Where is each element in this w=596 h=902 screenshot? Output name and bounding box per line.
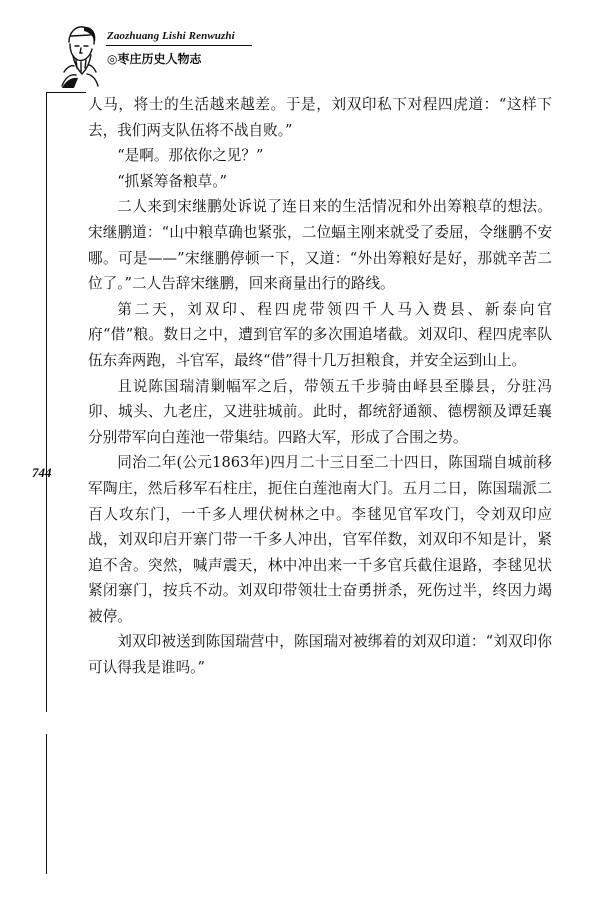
paragraph: 第二天，刘双印、程四虎带领四千人马入费县、新泰向官府“借”粮。数日之中，遭到官军的多次围追堵截。刘双印、程四虎率队伍东奔两跑，斗官军，最终“借”得十几万担粮食，并安全运到山上。 [88,300,552,369]
paragraph: 同治二年(公元1863年)四月二十三日至二十四日，陈国瑞自城前移军陶庄，然后移军石柱庄，扼住白莲池南大门。五月二日，陈国瑞派二百人攻东门，一千多人埋伏树林之中。李毬见官军攻门，令刘双印应战，刘双印启开寨门带一千多人冲出，官军佯数，刘双印不知是计，紧追不舍。突然，喊声震天，林中冲出来一千多官兵截住退路，李毬见状紧闭寨门，按兵不动。刘双印带领壮士奋勇拼杀，死伤过半，终因力竭被停。 [88,454,552,625]
margin-rule-upper [46,92,47,712]
paragraph: 二人来到宋继鹏处诉说了连日来的生活情况和外出筹粮草的想法。宋继鹏道：“山中粮草确也紧张，二位蝠主刚来就受了委屈，令继鹏不安哪。可是——”宋继鹏停顿一下，又道：“外出筹粮好是好，那就辛苦二位了。”二人告辞宋继鹏，回来商量出行的路线。 [88,198,552,293]
page-number: 744 [32,465,52,480]
paragraph: 人马，将士的生活越来越差。于是，刘双印私下对程四虎道：“这样下去，我们两支队伍将不战自败。” [88,96,552,139]
paragraph: 刘双印被送到陈国瑞营中，陈国瑞对被绑着的刘双印道：“刘双印你可认得我是谁吗。” [88,633,552,677]
body-text [88,92,552,681]
paragraph: 且说陈国瑞清剿幅军之后，带领五千步骑由峄县至滕县，分驻冯卯、城头、九老庄，又进驻城前。此时，都统舒通额、德楞额及谭廷襄分别带军向白莲池一带集结。四路大军，形成了合围之势。 [88,377,552,446]
margin-rule-lower [46,734,47,874]
margin-tick-line [46,92,86,93]
header-divider [106,45,252,46]
portrait-illustration [60,22,100,90]
paragraph: “是啊。那依你之见？” [117,147,264,165]
series-title-english: Zaozhuang Lishi Renwuzhi [107,30,235,42]
paragraph: “抓紧筹备粮草。” [117,172,227,190]
book-title: ◎枣庄历史人物志 [107,52,202,66]
